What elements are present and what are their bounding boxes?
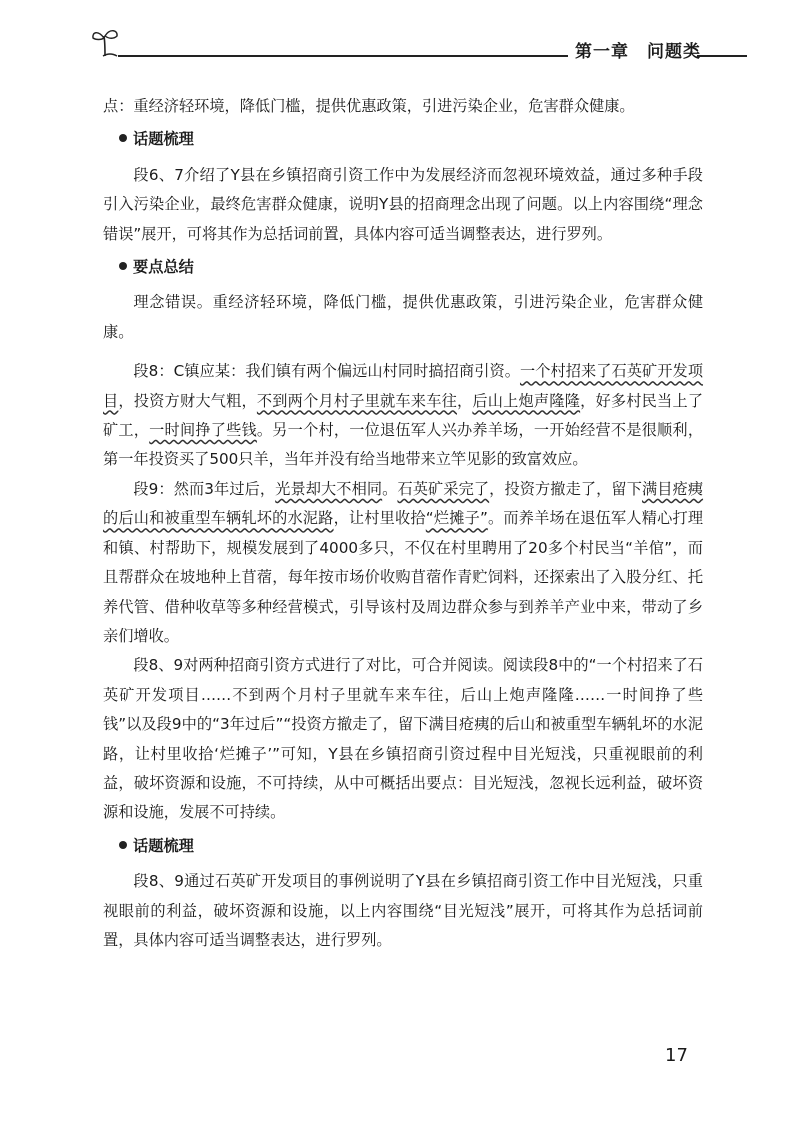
heading-text: 要点总结 xyxy=(133,258,194,277)
chapter-title: 第一章 问题类 xyxy=(575,42,701,62)
underlined-phrase: 后山上炮声隆隆 xyxy=(472,391,581,410)
paragraph-2: 段6、7介绍了Y县在乡镇招商引资工作中为发展经济而忽视环境效益，通过多种手段引入污染企业，最终危害群众健康，说明Y县的招商理念出现了问题。以上内容围绕“理念错误”展开，可将其作为总括词前置，具体内容可适当调整表达，进行罗列。 xyxy=(103,165,703,243)
sprout-logo-icon xyxy=(90,26,120,58)
text-span: ，好多村民当上了矿工， xyxy=(103,391,704,440)
text-span: 段8：C镇应某：我们镇有两个偏远山村同时搞招商引资。 xyxy=(133,362,520,381)
header-rule-tail xyxy=(697,55,747,57)
paragraph-7: 段8、9通过石英矿开发项目的事例说明了Y县在乡镇招商引资工作中目光短浅，只重视眼前的利益，破坏资源和设施，以上内容围绕“目光短浅”展开，可将其作为总括词前置，具体内容可适当调整表达，进行罗列。 xyxy=(103,872,703,949)
underlined-phrase: 不到两个月村子里就车来车往 xyxy=(256,391,457,410)
page-body xyxy=(103,92,703,955)
underlined-phrase: 一个村招来了石英矿开发项目 xyxy=(103,362,704,410)
text-span: 。另一个村，一位退伍军人兴办养羊场，一开始经营不是很顺利，第一年投资买了500只羊，当年并没有给当地带来立竿见影的致富效应。 xyxy=(103,421,704,469)
bullet-icon xyxy=(119,841,127,849)
underlined-phrase: 满目疮痍的后山和被重型车辆轧坏的水泥路 xyxy=(103,479,704,528)
underlined-phrase: 光景却大不相同 xyxy=(275,479,383,498)
section-heading-topic xyxy=(119,125,703,154)
text-span: 。而养羊场在退伍军人精心打理和镇、村帮助下，规模发展到了4000多只，不仅在村里聘用了20多个村民当“羊倌”，而且帮群众在坡地种上苜蓿，每年按市场价收购苜蓿作青贮饲料，还探索出了入股分红、托养代管、借种收草等多种经营模式，引导该村及周边群众参与到养羊产业中来，带动了乡亲们增收。 xyxy=(103,509,704,645)
text-span: ，投资方撤走了，留下 xyxy=(489,479,642,498)
text-span: 段9：然而3年过后， xyxy=(133,479,276,498)
heading-text: 话题梳理 xyxy=(133,130,194,149)
paragraph-5 xyxy=(103,475,703,651)
underlined-phrase: 石英矿采完了 xyxy=(397,479,490,498)
paragraph-1: 点：重经济轻环境，降低门槛，提供优惠政策，引进污染企业，危害群众健康。 xyxy=(103,97,635,115)
paragraph-4 xyxy=(103,357,703,475)
underlined-phrase: 一时间挣了些钱 xyxy=(149,421,257,440)
text-span: ，投资方财大气粗， xyxy=(118,391,257,410)
section-heading-summary xyxy=(119,253,703,282)
underlined-phrase: “烂摊子” xyxy=(425,509,488,528)
page-number: 17 xyxy=(665,1045,688,1066)
header-rule xyxy=(118,55,568,57)
paragraph-6: 段8、9对两种招商引资方式进行了对比，可合并阅读。阅读段8中的“一个村招来了石英矿开发项目……不到两个月村子里就车来车往，后山上炮声隆隆……一时间挣了些钱”以及段9中的“3年过后”“投资方撤走了，留下满目疮痍的后山和被重型车辆轧坏的水泥路，让村里收拾‘烂摊子’”可知，Y县在乡镇招商引资过程中目光短浅，只重视眼前的利益，破坏资源和设施，不可持续，从中可概括出要点：目光短浅，忽视长远利益，破坏资源和设施，发展不可持续。 xyxy=(103,656,703,822)
section-heading-topic-2 xyxy=(119,832,703,861)
text-span: ， xyxy=(456,391,473,410)
paragraph-3: 理念错误。重经济轻环境，降低门槛，提供优惠政策，引进污染企业，危害群众健康。 xyxy=(103,293,703,341)
heading-text: 话题梳理 xyxy=(133,836,194,855)
text-span: 。 xyxy=(382,479,398,498)
text-span: ，让村里收拾 xyxy=(333,509,426,528)
page-header xyxy=(0,0,800,70)
bullet-icon xyxy=(119,134,127,142)
bullet-icon xyxy=(119,262,127,270)
